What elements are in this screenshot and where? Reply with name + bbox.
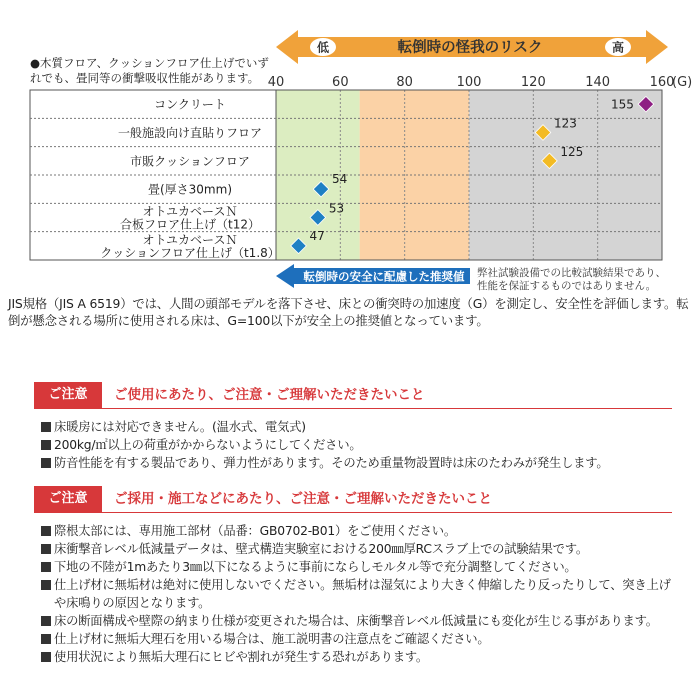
- x-tick-label: 140: [585, 75, 611, 90]
- data-label-155: 155: [611, 97, 634, 112]
- x-tick-label: 160: [649, 75, 675, 90]
- section1-header: [34, 382, 672, 409]
- category-label: 市販クッションフロア: [130, 154, 250, 169]
- section2-list: [40, 522, 680, 666]
- data-label-47: 47: [309, 228, 325, 243]
- section2-badge: ご注意: [34, 486, 102, 512]
- list-item: 下地の不陸が1mあたり3㎜以下になるように事前にならしモルタル等で充分調整してください。: [40, 558, 680, 576]
- section1-badge: ご注意: [34, 382, 102, 408]
- x-tick-label: 40: [267, 75, 285, 90]
- list-item: 床衝撃音レベル低減量データは、壁式構造実験室における200㎜厚RCスラブ上での試験結果です。: [40, 540, 680, 558]
- list-item: 床の断面構成や壁際の納まり仕様が変更された場合は、床衝撃音レベル低減量にも変化が生じる事があります。: [40, 612, 680, 630]
- list-item: 際根太部には、専用施工部材（品番：GB0702-B01）をご使用ください。: [40, 522, 680, 540]
- chart-note: ●木質フロア、クッションフロア仕上げでいずれでも、畳同等の衝撃吸収性能があります。: [30, 56, 269, 85]
- list-item: 200kg/㎡以上の荷重がかからないようにしてください。: [40, 436, 680, 454]
- list-item: 仕上げ材に無垢材は絶対に使用しないでください。無垢材は湿気により大きく伸縮したり反ったりして、突き上げや床鳴りの原因となります。: [40, 576, 680, 612]
- chart-title: 転倒時の怪我のリスク: [397, 40, 543, 56]
- unit-label: (G): [672, 75, 693, 90]
- x-tick-label: 60: [332, 75, 349, 90]
- data-label-123: 123: [553, 116, 577, 131]
- x-tick-labels: [268, 75, 675, 90]
- risk-low-label: 低: [316, 40, 330, 55]
- category-label: 一般施設向け直貼りフロア: [117, 125, 263, 140]
- category-label: クッションフロア仕上げ（t1.8）: [100, 245, 280, 260]
- data-label-54: 54: [332, 172, 348, 187]
- data-label-125: 125: [560, 144, 584, 159]
- test-note-line-2: 性能を保証するものではありません。: [477, 280, 657, 292]
- category-label: オトユカベースＮ: [142, 204, 238, 219]
- list-item: 仕上げ材に無垢大理石を用いる場合は、施工説明書の注意点をご確認ください。: [40, 630, 680, 648]
- list-item: 防音性能を有する製品であり、弾力性があります。そのため重量物設置時は床のたわみが発生します。: [40, 454, 680, 472]
- category-label: オトユカベースＮ: [142, 232, 238, 247]
- safe-arrow-label: 転倒時の安全に配慮した推奨値: [303, 269, 465, 284]
- x-tick-label: 120: [520, 75, 546, 90]
- test-note-line-1: 弊社試験設備での比較試験結果であり、: [477, 267, 666, 279]
- list-item: 使用状況により無垢大理石にヒビや割れが発生する恐れがあります。: [40, 648, 680, 666]
- category-label: 畳(厚さ30mm): [147, 182, 233, 197]
- risk-high-label: 高: [611, 40, 625, 55]
- section1-list: [40, 418, 680, 472]
- section2-header: [34, 486, 672, 513]
- x-tick-label: 100: [456, 75, 482, 90]
- jis-explanation: JIS規格（JIS A 6519）では、人間の頭部モデルを落下させ、床との衝突時の加速度（G）を測定し、安全性を評価します。転倒が懸念される場所に使用される床は、G=100以下が安全上の推奨値となっています。: [8, 296, 689, 328]
- x-tick-label: 80: [396, 75, 413, 90]
- list-item: 床暖房には対応できません。(温水式、電気式): [40, 418, 680, 436]
- section2-heading: ご採用・施工などにあたり、ご注意・ご理解いただきたいこと: [114, 491, 492, 507]
- category-label: 合板フロア仕上げ（t12）: [120, 217, 260, 232]
- section1-heading: ご使用にあたり、ご注意・ご理解いただきたいこと: [114, 387, 425, 403]
- category-label: コンクリート: [154, 97, 226, 112]
- data-label-53: 53: [328, 201, 345, 216]
